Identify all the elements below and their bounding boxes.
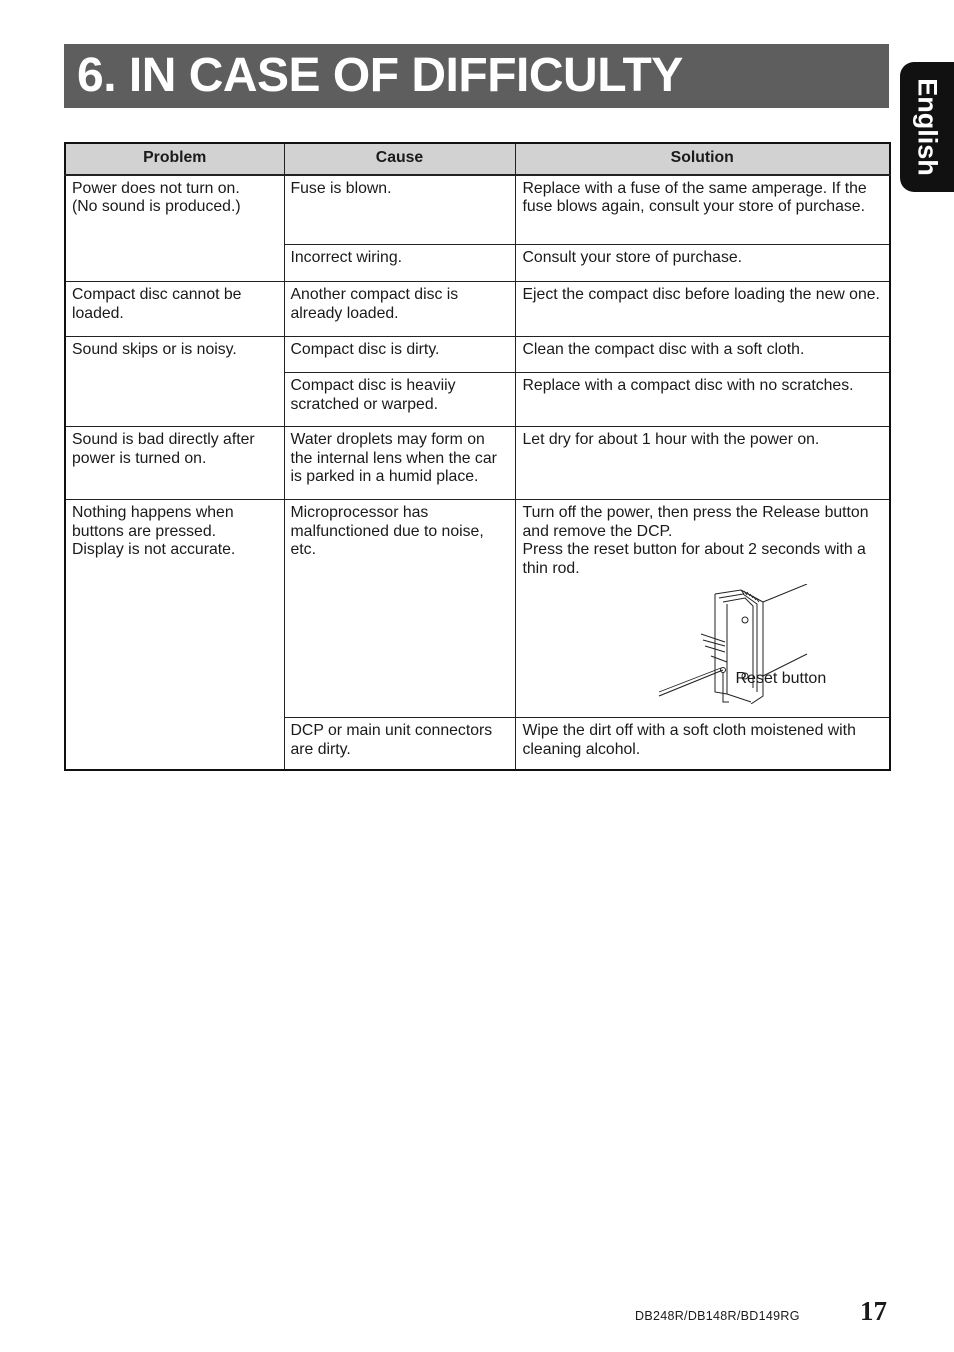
table-row [65, 282, 890, 337]
cause-cell [284, 337, 515, 373]
problem-text: Sound is bad directly after power is turned on. [72, 431, 255, 467]
solution-cell [515, 427, 890, 500]
section-title-bar [64, 44, 889, 108]
solution-text: Replace with a fuse of the same amperage. If the fuse blows again, consult your store of purchase. [522, 179, 867, 215]
solution-with-figure [523, 504, 884, 704]
solution-text: Turn off the power, then press the Release button and remove the DCP. Press the reset button for about 2 seconds with a thin rod. [522, 504, 869, 577]
table-header-row [65, 143, 890, 175]
language-tab [900, 62, 954, 192]
solution-text: Consult your store of purchase. [522, 249, 743, 266]
problem-cell [65, 175, 284, 282]
problem-cell [65, 337, 284, 427]
cause-text: DCP or main unit connectors are dirty. [290, 722, 493, 758]
language-tab-label: English [912, 78, 943, 176]
solution-text: Eject the compact disc before loading the new one. [522, 286, 880, 303]
cause-text: Another compact disc is already loaded. [290, 286, 459, 322]
cause-cell [284, 245, 515, 282]
cause-text: Incorrect wiring. [290, 249, 402, 266]
reset-button-label: Reset button [735, 670, 827, 687]
problem-text: Sound skips or is noisy. [72, 341, 237, 358]
page-number: 17 [860, 1296, 887, 1326]
table-row [65, 175, 890, 245]
table-row [65, 337, 890, 373]
solution-cell [515, 245, 890, 282]
problem-text: Compact disc cannot be loaded. [72, 286, 242, 322]
solution-cell [515, 175, 890, 245]
header-solution: Solution [515, 143, 890, 175]
problem-cell [65, 427, 284, 500]
solution-cell [515, 500, 890, 718]
cause-text: Compact disc is heaviiy scratched or warped. [290, 377, 456, 413]
solution-cell [515, 337, 890, 373]
solution-text: Wipe the dirt off with a soft cloth moistened with cleaning alcohol. [522, 722, 856, 758]
cause-cell [284, 373, 515, 427]
cause-text: Fuse is blown. [290, 179, 392, 197]
problem-text: Nothing happens when buttons are pressed. Display is not accurate. [72, 504, 236, 558]
model-numbers: DB248R/DB148R/BD149RG [635, 1309, 800, 1323]
cause-text: Microprocessor has malfunctioned due to noise, etc. [290, 504, 484, 558]
problem-cell [65, 500, 284, 770]
solution-cell [515, 282, 890, 337]
cause-text: Water droplets may form on the internal lens when the car is parked in a humid place. [290, 431, 497, 485]
solution-cell [515, 718, 890, 770]
solution-text: Replace with a compact disc with no scratches. [522, 377, 854, 394]
table-row [65, 427, 890, 500]
problem-text: Power does not turn on. (No sound is produced.) [72, 179, 241, 215]
cause-cell [284, 175, 515, 245]
cause-cell [284, 427, 515, 500]
cause-cell [284, 500, 515, 718]
cause-cell [284, 282, 515, 337]
header-problem: Problem [65, 143, 284, 175]
solution-text: Let dry for about 1 hour with the power on. [522, 431, 820, 448]
solution-text: Clean the compact disc with a soft cloth. [522, 341, 805, 358]
solution-cell [515, 373, 890, 427]
header-cause: Cause [284, 143, 515, 175]
table-row [65, 500, 890, 718]
problem-cell [65, 282, 284, 337]
cause-text: Compact disc is dirty. [290, 341, 440, 358]
page-title: 6. IN CASE OF DIFFICULTY [77, 49, 683, 102]
troubleshooting-table [64, 142, 891, 771]
cause-cell [284, 718, 515, 770]
